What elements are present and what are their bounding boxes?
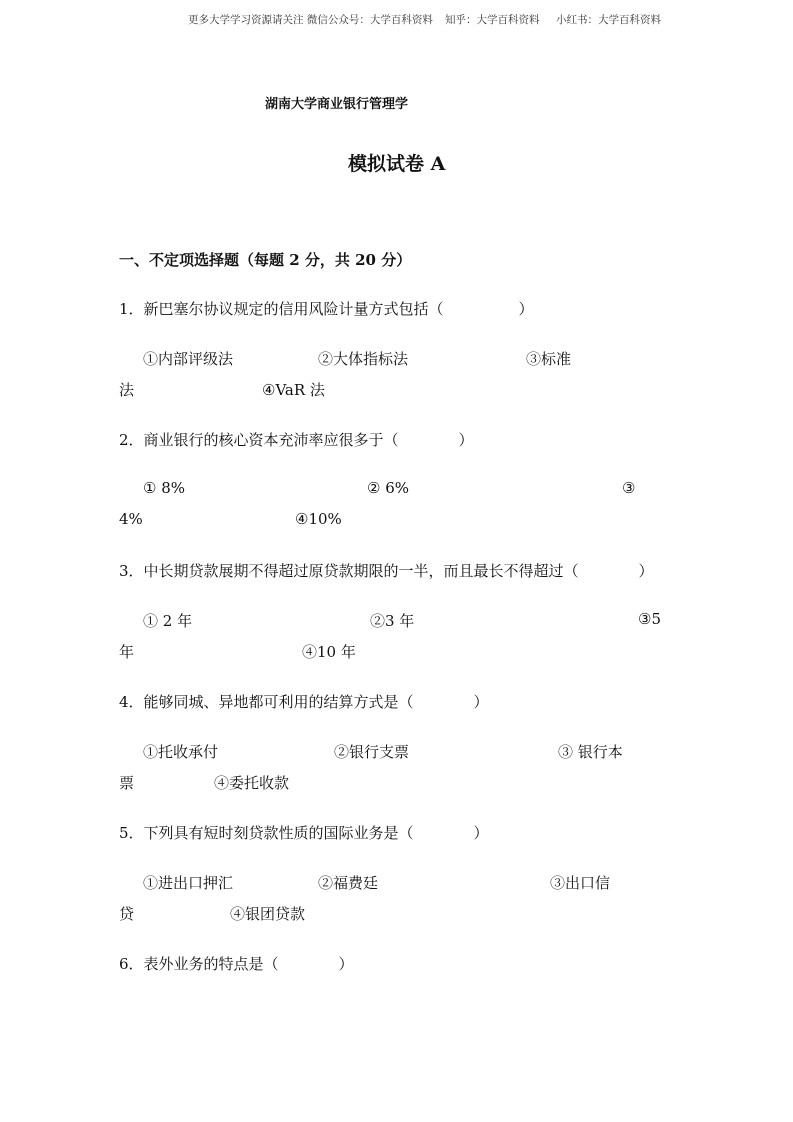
question-2-option-3: ③ (622, 479, 636, 497)
header-wechat: 更多大学学习资源请关注 微信公众号：大学百科资料 (188, 14, 433, 26)
question-3-option-3-wrap: 年 (119, 643, 135, 661)
question-1-stem: 1．新巴塞尔协议规定的信用风险计量方式包括（ ） (119, 300, 534, 318)
section-heading: 一、不定项选择题（每题 2 分，共 20 分） (119, 251, 412, 269)
question-4-option-3-wrap: 票 (119, 774, 135, 792)
question-3-option-1: ① 2 年 (143, 612, 193, 630)
question-2-option-4: ④10% (295, 510, 342, 528)
exam-title: 模拟试卷 A (348, 153, 446, 175)
question-5-option-3-wrap: 贷 (119, 905, 135, 923)
header-xiaohongshu: 小红书：大学百科资料 (556, 14, 661, 26)
question-1-option-3-wrap: 法 (119, 381, 135, 399)
question-5-option-2: ②福费廷 (318, 874, 379, 892)
question-1-option-3: ③标准 (526, 350, 572, 368)
question-5-option-3: ③出口信 (550, 874, 611, 892)
header-zhihu: 知乎：大学百科资料 (445, 14, 540, 26)
question-1-option-2: ②大体指标法 (318, 350, 409, 368)
question-6-stem: 6．表外业务的特点是（ ） (119, 955, 354, 973)
question-1-option-1: ①内部评级法 (143, 350, 234, 368)
question-2-stem: 2．商业银行的核心资本充沛率应很多于（ ） (119, 431, 474, 449)
question-4-option-1: ①托收承付 (143, 743, 219, 761)
question-5-stem: 5．下列具有短时刻贷款性质的国际业务是（ ） (119, 824, 489, 842)
question-3-option-3: ③5 (638, 610, 661, 628)
question-1-option-4: ④VaR 法 (262, 381, 325, 399)
question-5-option-1: ①进出口押汇 (143, 874, 234, 892)
question-5-option-4: ④银团贷款 (230, 905, 306, 923)
question-4-option-4: ④委托收款 (214, 774, 290, 792)
question-4-option-3: ③ 银行本 (558, 743, 623, 761)
question-4-option-2: ②银行支票 (334, 743, 410, 761)
university-course-title: 湖南大学商业银行管理学 (265, 97, 409, 112)
question-3-option-4: ④10 年 (302, 643, 356, 661)
question-2-option-1: ① 8% (143, 479, 186, 497)
question-2-option-3-wrap: 4% (119, 510, 143, 528)
question-2-option-2: ② 6% (367, 479, 410, 497)
question-3-option-2: ②3 年 (370, 612, 415, 630)
question-4-stem: 4．能够同城、异地都可利用的结算方式是（ ） (119, 693, 489, 711)
question-3-stem: 3．中长期贷款展期不得超过原贷款期限的一半，而且最长不得超过（ ） (119, 562, 654, 580)
